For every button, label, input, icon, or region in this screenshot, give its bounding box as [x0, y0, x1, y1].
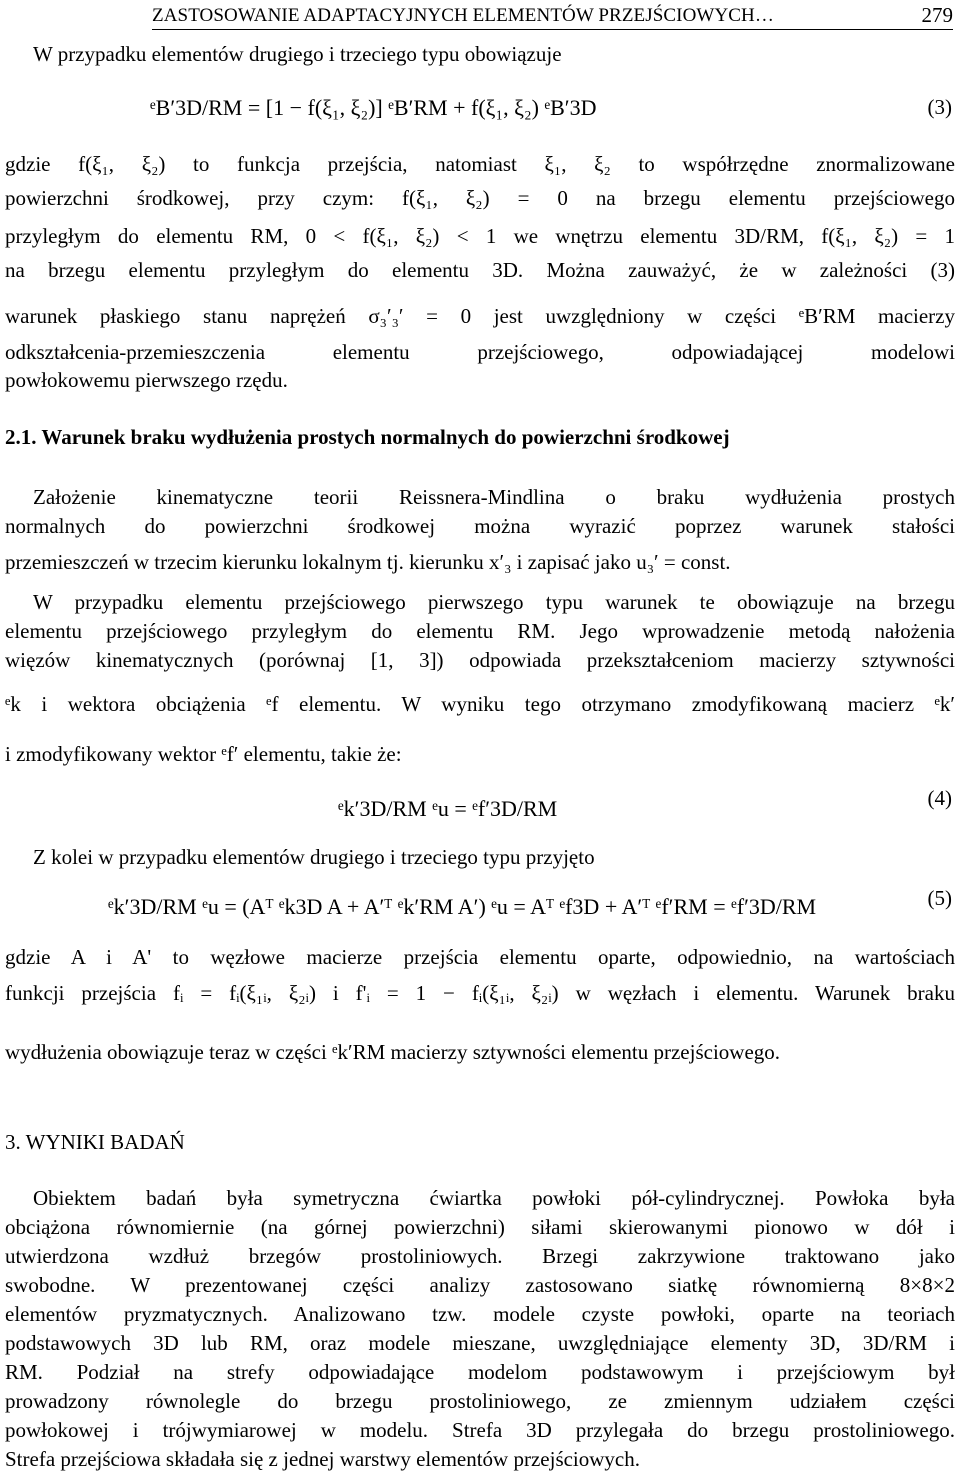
paragraph-line: Strefa przejściowa składała się z jednej warstwy elementów przejściowych. [5, 1447, 641, 1471]
equation-number-4: (4) [927, 786, 952, 810]
paragraph-line: na brzegu elementu przyległym do elementu 3D. Można zauważyć, że w zależności (3) [5, 258, 955, 282]
paragraph-line: powierzchni środkowej, przy czym: f(ξ₁, ξ₂) = 0 na brzegu elementu przejściowego [5, 186, 955, 210]
equation-3: ᵉB′3D/RM = [1 − f(ξ₁, ξ₂)] ᵉB′RM + f(ξ₁, ξ₂) ᵉB′3D [150, 95, 597, 120]
paragraph-line: W przypadku elementu przejściowego pierwszego typu warunek te obowiązuje na brzegu [33, 590, 955, 614]
paragraph-line: przyległym do elementu RM, 0 < f(ξ₁, ξ₂) < 1 we wnętrzu elementu 3D/RM, f(ξ₁, ξ₂) = 1 [5, 224, 955, 248]
equation-number-3: (3) [927, 95, 952, 119]
section-heading: 2.1. Warunek braku wydłużenia prostych normalnych do powierzchni środkowej [5, 425, 730, 449]
paragraph-line: prowadzony równolegle do brzegu prostoliniowego, ze zmiennym udziałem części [5, 1389, 955, 1413]
paragraph-line: elementu przejściowego przyległym do elementu RM. Jego wprowadzenie metodą nałożenia [5, 619, 955, 643]
paragraph-line: W przypadku elementów drugiego i trzeciego typu obowiązuje [33, 42, 562, 66]
paragraph-line: i zmodyfikowany wektor ᵉf′ elementu, takie że: [5, 742, 402, 766]
paragraph-line: powłokowej i trójwymiarowej w modelu. Strefa 3D przylegała do brzegu prostoliniowego. [5, 1418, 955, 1442]
paragraph-line: normalnych do powierzchni środkowej można wyrazić poprzez warunek stałości [5, 514, 955, 538]
paragraph-line: funkcji przejścia fᵢ = fᵢ(ξ₁ᵢ, ξ₂ᵢ) i f'ᵢ = 1 − fᵢ(ξ₁ᵢ, ξ₂ᵢ) w węzłach i elementu. Warunek braku [5, 981, 955, 1005]
paragraph-line: przemieszczeń w trzecim kierunku lokalnym tj. kierunku x′₃ i zapisać jako u₃′ = const. [5, 550, 731, 574]
paragraph-line: RM. Podział na strefy odpowiadające modelom podstawowym i przejściowym był [5, 1360, 955, 1384]
equation-4: ᵉk′3D/RM ᵉu = ᵉf′3D/RM [338, 796, 558, 821]
paragraph-line: gdzie A i A' to węzłowe macierze przejścia elementu oparte, odpowiednio, na wartościach [5, 945, 955, 969]
section-heading: 3. WYNIKI BADAŃ [5, 1130, 185, 1154]
paragraph-line: ᵉk i wektora obciążenia ᵉf elementu. W wyniku tego otrzymano zmodyfikowaną macierz ᵉk′ [5, 692, 955, 716]
paragraph-line: Obiektem badań była symetryczna ćwiartka powłoki pół-cylindrycznej. Powłoka była [33, 1186, 955, 1210]
paragraph-line: Z kolei w przypadku elementów drugiego i trzeciego typu przyjęto [33, 845, 595, 869]
equation-5: ᵉk′3D/RM ᵉu = (Aᵀ ᵉk3D A + A′ᵀ ᵉk′RM A′) ᵉu = Aᵀ ᵉf3D + A′ᵀ ᵉf′RM = ᵉf′3D/RM [108, 894, 817, 919]
paragraph-line: Założenie kinematyczne teorii Reissnera-Mindlina o braku wydłużenia prostych [33, 485, 955, 509]
paragraph-line: obciążona równomiernie (na górnej powierzchni) siłami skierowanymi pionowo w dół i [5, 1215, 955, 1239]
paragraph-line: podstawowych 3D lub RM, oraz modele mieszane, uwzględniające elementy 3D, 3D/RM i [5, 1331, 955, 1355]
paragraph-line: więzów kinematycznych (porównaj [1, 3]) odpowiada przekształceniom macierzy sztywności [5, 648, 955, 672]
running-title: ZASTOSOWANIE ADAPTACYJNYCH ELEMENTÓW PRZEJŚCIOWYCH… [152, 5, 774, 26]
paragraph-line: swobodne. W prezentowanej części analizy zastosowano siatkę równomierną 8×8×2 [5, 1273, 955, 1297]
paragraph-line: warunek płaskiego stanu naprężeń σ₃′₃′ = 0 jest uwzględniony w części ᵉB′RM macierzy [5, 304, 955, 328]
paragraph-line: odkształcenia-przemieszczenia elementu przejściowego, odpowiadającej modelowi [5, 340, 955, 364]
paragraph-line: wydłużenia obowiązuje teraz w części ᵉk′RM macierzy sztywności elementu przejściowego. [5, 1040, 781, 1064]
page-header [152, 3, 953, 30]
page-number: 279 [921, 3, 953, 27]
paragraph-line: gdzie f(ξ₁, ξ₂) to funkcja przejścia, natomiast ξ₁, ξ₂ to współrzędne znormalizowane [5, 152, 955, 176]
paragraph-line: powłokowemu pierwszego rzędu. [5, 368, 288, 392]
equation-number-5: (5) [927, 886, 952, 910]
paragraph-line: elementów pryzmatycznych. Analizowano tzw. modele czyste powłoki, oparte na teoriach [5, 1302, 955, 1326]
paragraph-line: utwierdzona wzdłuż brzegów prostoliniowych. Brzegi zakrzywione traktowano jako [5, 1244, 955, 1268]
